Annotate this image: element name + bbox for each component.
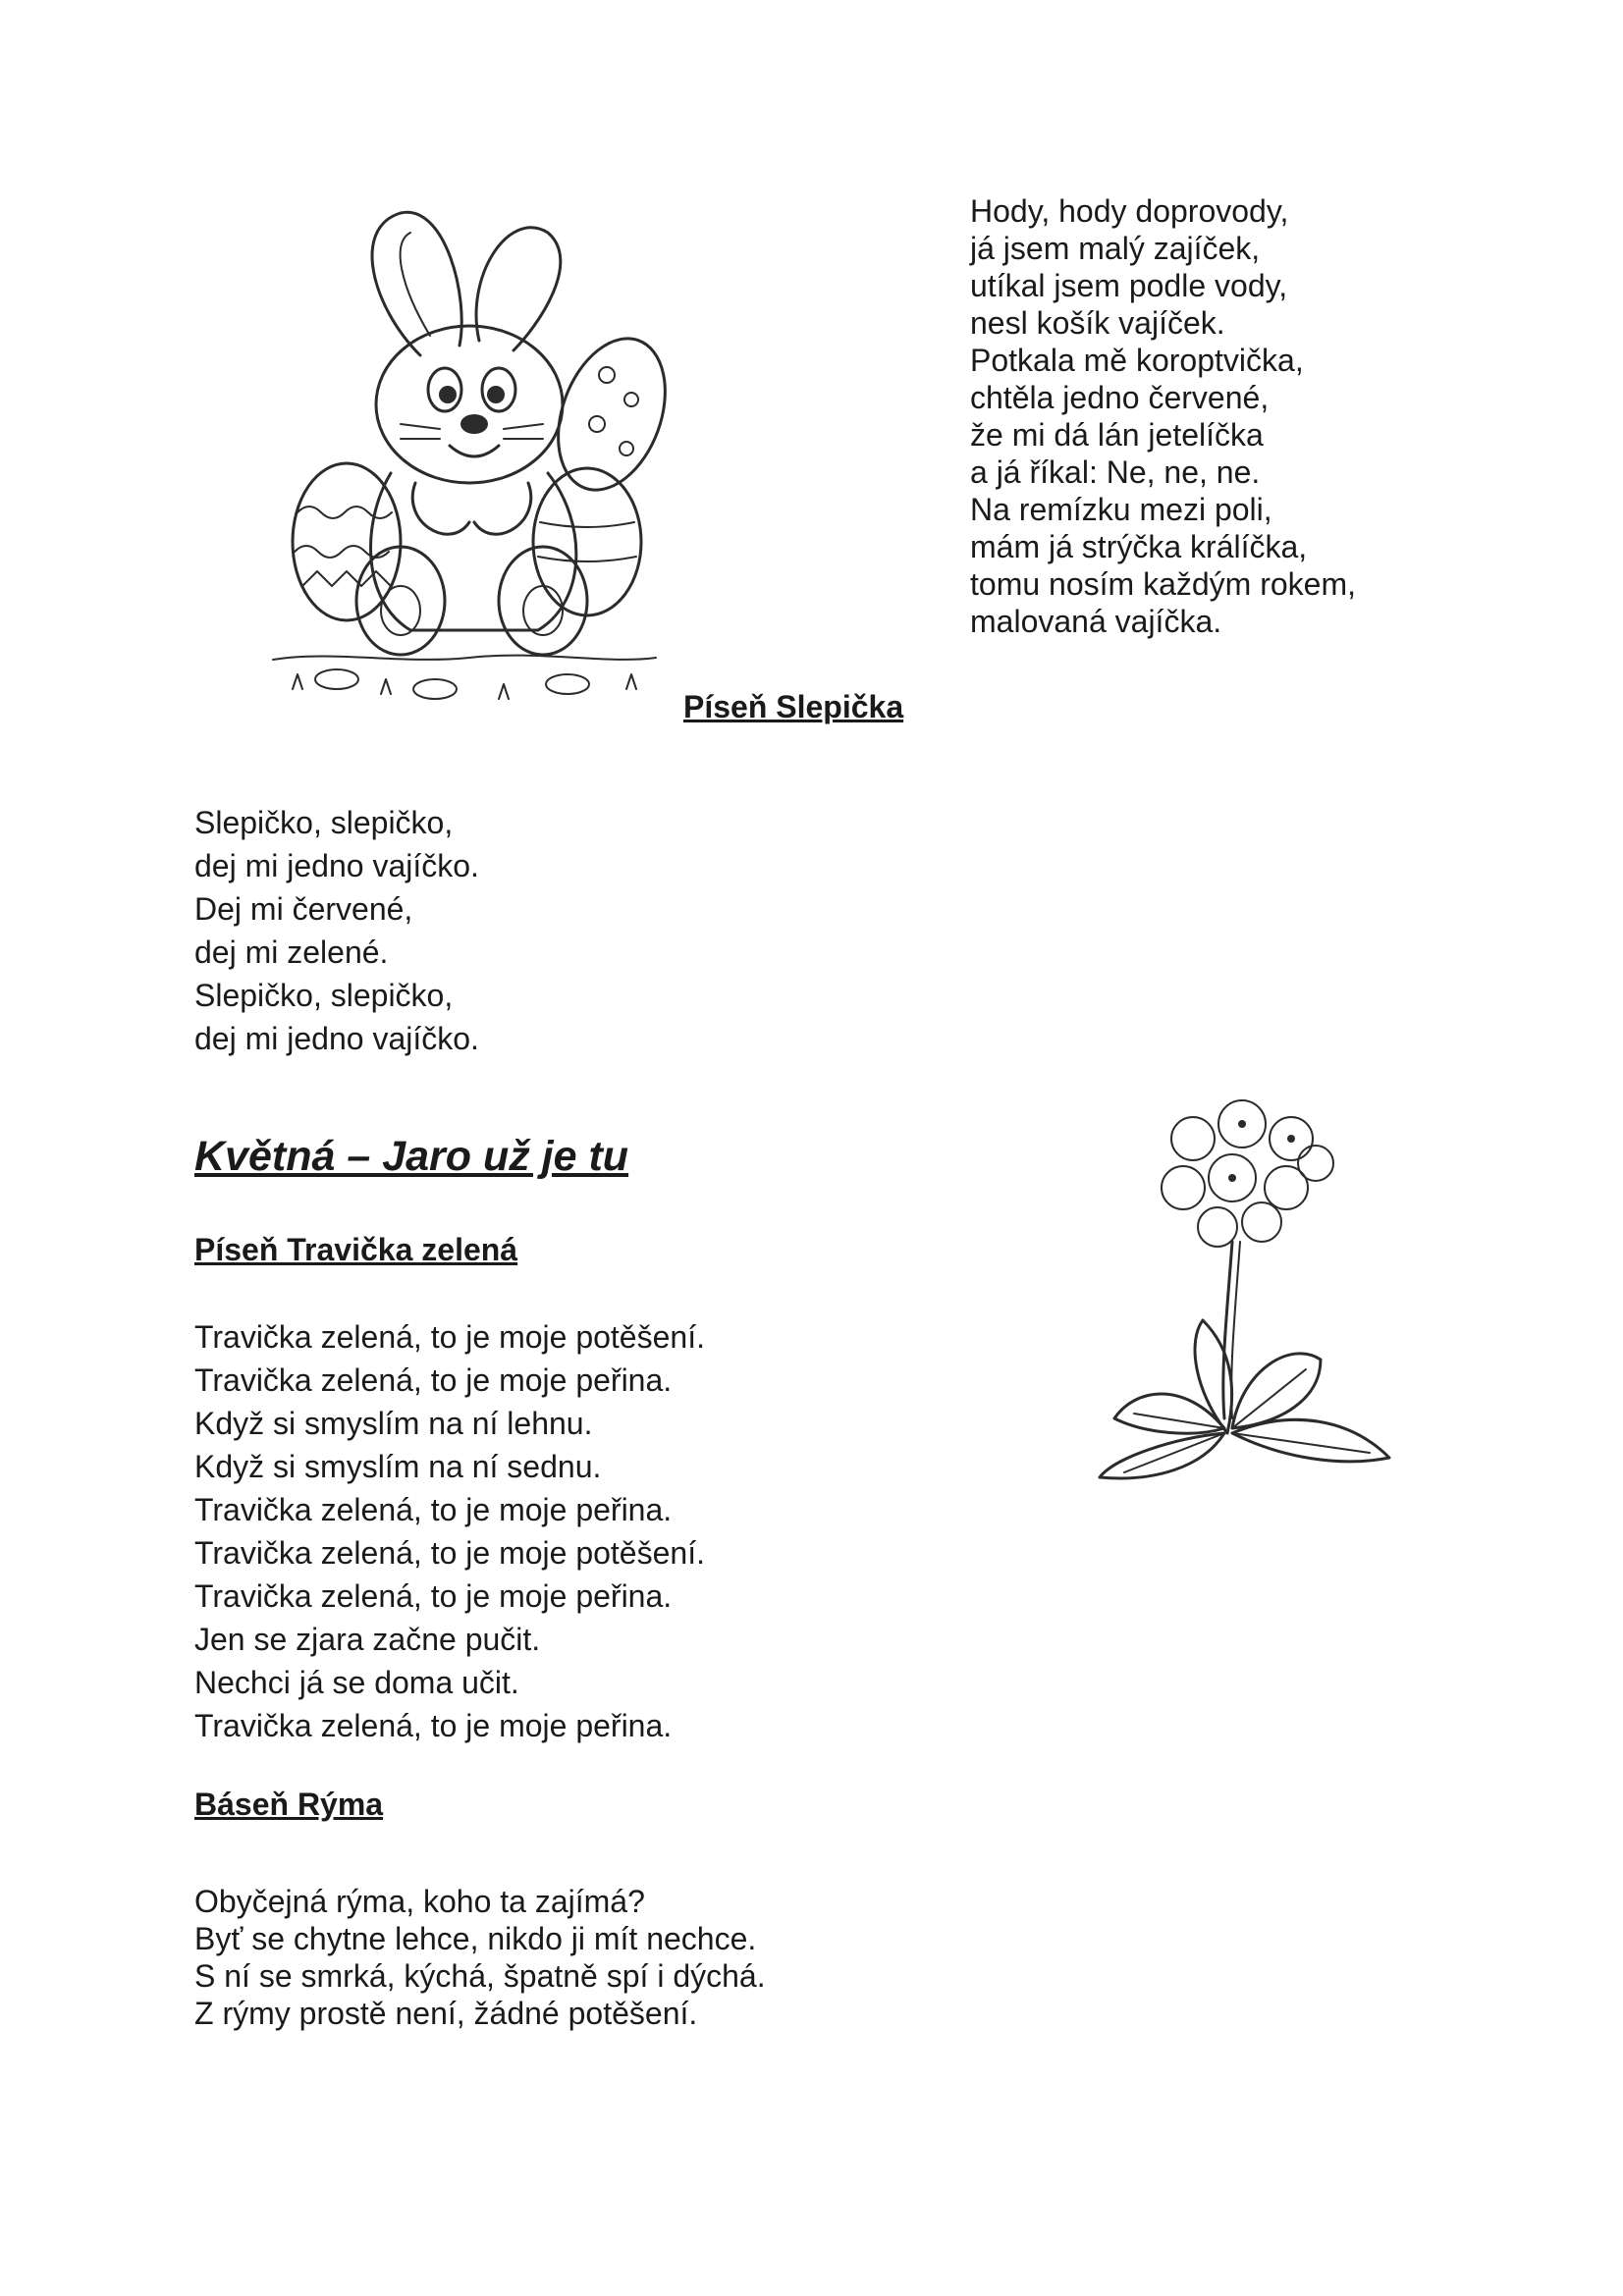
poem-line: Nechci já se doma učit.	[194, 1665, 519, 1700]
bunny-head-icon	[376, 326, 563, 483]
ryma-poem	[194, 1883, 766, 2032]
poem-line: Jen se zjara začne pučit.	[194, 1622, 541, 1657]
ryma-title: Báseň Rýma	[194, 1787, 384, 1822]
poem-line: chtěla jedno červené,	[970, 380, 1270, 415]
poem-line: Travička zelená, to je moje peřina.	[194, 1708, 673, 1743]
poem-line: Slepičko, slepičko,	[194, 805, 454, 840]
poem-line: já jsem malý zajíček,	[970, 231, 1261, 266]
poem-line: Travička zelená, to je moje peřina.	[194, 1578, 673, 1614]
poem-line: Když si smyslím na ní sednu.	[194, 1449, 602, 1484]
poem-line: Z rýmy prostě není, žádné potěšení.	[194, 1996, 698, 2031]
poem-line: Travička zelená, to je moje peřina.	[194, 1362, 673, 1398]
easter-egg-right-icon	[533, 324, 684, 615]
kvetna-title: Květná – Jaro už je tu	[194, 1133, 629, 1180]
poem-line: Travička zelená, to je moje potěšení.	[194, 1535, 705, 1571]
poem-line: že mi dá lán jetelíčka	[970, 417, 1264, 453]
poem-line: Na remízku mezi poli,	[970, 492, 1272, 527]
poem-line: Byť se chytne lehce, nikdo ji mít nechce.	[194, 1921, 757, 1956]
hody-poem	[970, 192, 1356, 640]
poem-line: Když si smyslím na ní lehnu.	[194, 1406, 593, 1441]
poem-line: Travička zelená, to je moje peřina.	[194, 1492, 673, 1527]
bunny-ears-icon	[372, 212, 561, 355]
poem-line: utíkal jsem podle vody,	[970, 268, 1288, 303]
poem-line: Travička zelená, to je moje potěšení.	[194, 1319, 705, 1355]
poem-line: Slepičko, slepičko,	[194, 978, 454, 1013]
primrose-leaves-icon	[1100, 1320, 1389, 1478]
poem-line: nesl košík vajíček.	[970, 305, 1225, 341]
poem-line: tomu nosím každým rokem,	[970, 566, 1356, 602]
travicka-title: Píseň Travička zelená	[194, 1232, 518, 1267]
travicka-poem	[194, 1315, 705, 1747]
primrose-illustration	[1095, 1095, 1399, 1507]
poem-line: Dej mi červené,	[194, 891, 413, 927]
poem-line: a já říkal: Ne, ne, ne.	[970, 454, 1261, 490]
slepicka-poem	[194, 801, 479, 1060]
poem-line: dej mi zelené.	[194, 934, 389, 970]
poem-line: dej mi jedno vajíčko.	[194, 848, 479, 883]
poem-line: Potkala mě koroptvička,	[970, 343, 1304, 378]
slepicka-title: Píseň Slepička	[683, 689, 904, 724]
poem-line: dej mi jedno vajíčko.	[194, 1021, 479, 1056]
poem-line: Obyčejná rýma, koho ta zajímá?	[194, 1884, 645, 1919]
poem-line: S ní se smrká, kýchá, špatně spí i dýchá.	[194, 1958, 766, 1994]
poem-line: malovaná vajíčka.	[970, 604, 1222, 639]
poem-line: mám já strýčka králíčka,	[970, 529, 1308, 564]
primrose-flower-head-icon	[1162, 1100, 1333, 1247]
poem-line: Hody, hody doprovody,	[970, 193, 1289, 229]
grass-and-flowers-icon	[273, 656, 656, 699]
easter-bunny-illustration	[253, 188, 666, 719]
